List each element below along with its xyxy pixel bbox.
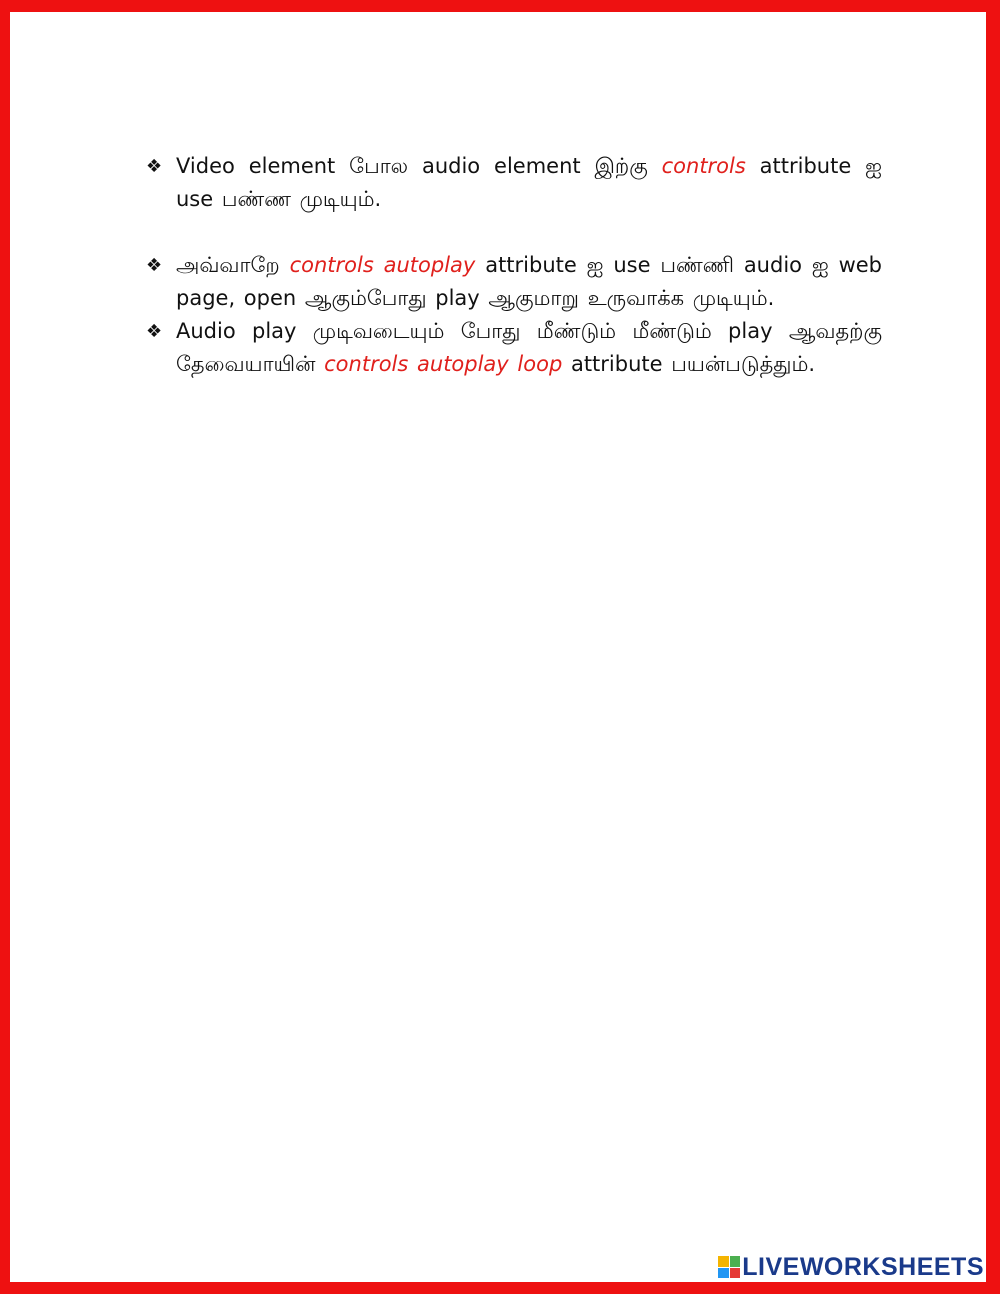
bullet-item-3 [146, 315, 882, 381]
logo-square-red [730, 1268, 741, 1279]
bullet-text: attribute ஐ use பண்ணி audio ஐ web page, open ஆகும்போது play ஆகுமாறு உருவாக்க முடியும். [176, 253, 882, 310]
diamond-bullet-icon: ❖ [146, 156, 163, 177]
diamond-bullet-icon: ❖ [146, 321, 163, 342]
logo-text: LIVEWORKSHEETS [742, 1252, 984, 1281]
bullet-text: அவ்வாறே [176, 253, 290, 277]
bullet-text: Video element போல audio element இற்கு [176, 154, 662, 178]
keyword-text: controls [661, 154, 746, 178]
bullet-item-1 [146, 150, 882, 216]
logo-square-yellow [718, 1256, 729, 1267]
bullet-item-2 [146, 249, 882, 315]
bullet-text: attribute பயன்படுத்தும். [562, 352, 816, 376]
logo-square-blue [718, 1268, 729, 1279]
keyword-text: controls autoplay [289, 253, 476, 277]
liveworksheets-logo[interactable] [718, 1254, 984, 1280]
liveworksheets-logo-icon [718, 1256, 740, 1278]
keyword-text: controls autoplay loop [324, 352, 563, 376]
diamond-bullet-icon: ❖ [146, 255, 163, 276]
logo-square-green [730, 1256, 741, 1267]
bullet-text: Audio play முடிவடையும் போது மீண்டும் மீண்டும் play ஆவதற்கு தேவையாயின் [176, 319, 882, 376]
bullet-text: attribute ஐ use பண்ண முடியும். [176, 154, 882, 211]
bullet-list [146, 150, 882, 381]
